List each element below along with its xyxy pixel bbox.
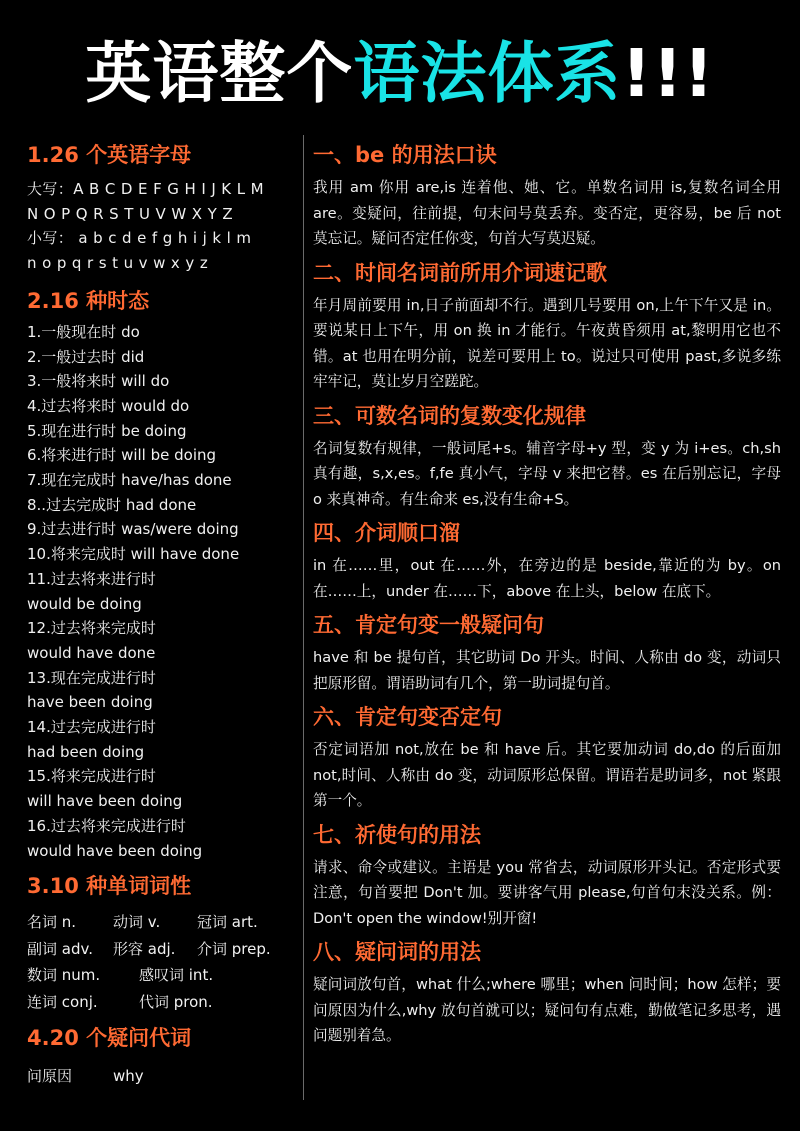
alphabet-line: n o p q r s t u v w x y z — [27, 254, 209, 273]
section-text: have 和 be 提句首，其它助词 Do 开头。时间、人称由 do 变，动词只把原形留。谓语助词有几个，第一助词提句首。 — [313, 649, 781, 692]
section-heading: 4.20 个疑问代词 — [27, 1026, 192, 1051]
section-heading: 四、介词顺口溜 — [313, 521, 460, 545]
section-text: 名词复数有规律，一般词尾+s。辅音字母+y 型，变 y 为 i+es。ch,sh 真有趣，s,x,es。f,fe 真小气，字母 v 来把它替。es 在后别忘记，字母 o 来真神奇。有生命来 es,没有生命+S。 — [313, 439, 781, 508]
tense-line: will have been doing — [27, 792, 183, 811]
tense-line: 1.一般现在时 do — [27, 322, 140, 341]
pos-item: 数词 num. — [27, 966, 101, 985]
page-title — [0, 34, 800, 114]
section-heading: 二、时间名词前所用介词速记歌 — [313, 260, 607, 285]
rule-section — [313, 610, 781, 696]
title-part-white: 英语整个 — [85, 35, 354, 112]
alphabet-line: 大写：A B C D E F G H I J K L M — [27, 180, 264, 198]
tense-line: 5.现在进行时 be doing — [27, 421, 187, 440]
pos-item — [197, 989, 297, 1016]
title-exclaim: !!! — [621, 35, 715, 112]
tense-line: had been doing — [27, 742, 145, 761]
tenses-section — [27, 286, 297, 863]
pos-item: 代词 pron. — [139, 992, 213, 1011]
section-text: in 在……里，out 在……外，在旁边的是 beside,靠近的为 by。on 在……上，under 在……下，above 在上头，below 在底下。 — [313, 557, 781, 600]
parts-of-speech-section — [27, 871, 297, 1015]
rule-section — [313, 258, 781, 395]
section-heading: 一、be 的用法口诀 — [313, 143, 497, 167]
title-part-cyan: 语法体系 — [353, 35, 622, 112]
tense-line: would have been doing — [27, 841, 203, 860]
rule-section — [313, 702, 781, 814]
pos-item: 副词 adv. — [27, 939, 93, 958]
pos-item: 名词 n. — [27, 913, 77, 932]
section-text: 年月周前要用 in,日子前面却不行。遇到几号要用 on,上午下午又是 in。要说某日上下午，用 on 换 in 才能行。午夜黄昏须用 at,黎明用它也不错。at 也用在明分前，说差可要用上 to。说过只可使用 past,多说多练牢牢记，莫让岁月空蹉跎。 — [313, 296, 781, 390]
section-text: 疑问词放句首，what 什么;where 哪里；when 问时间；how 怎样；要问原因为什么,why 放句首就可以；疑问句有点难，勤做笔记多思考，遇问题别着急。 — [313, 976, 781, 1044]
alphabet-line: 小写： a b c d e f g h i j k l m — [27, 229, 252, 248]
pronoun-meaning: 问原因 — [27, 1067, 73, 1086]
section-heading: 八、疑问词的用法 — [313, 940, 481, 964]
section-heading: 1.26 个英语字母 — [27, 143, 192, 167]
tense-line: 7.现在完成时 have/has done — [27, 471, 232, 490]
rule-section — [313, 518, 781, 604]
section-heading: 2.16 种时态 — [27, 288, 150, 313]
tense-line: would have done — [27, 643, 156, 662]
rule-section — [313, 820, 781, 932]
tense-line: 6.将来进行时 will be doing — [27, 446, 217, 465]
section-heading: 六、肯定句变否定句 — [313, 705, 502, 729]
pronoun-word: why — [113, 1067, 144, 1086]
alphabet-section — [27, 140, 297, 276]
column-divider — [303, 135, 304, 1100]
tense-line: 14.过去完成进行时 — [27, 718, 156, 737]
section-text: 否定词语加 not,放在 be 和 have 后。其它要加动词 do,do 的后面加 not,时间、人称由 do 变，动词原形总保留。谓语若是助词多，not 紧跟第一个。 — [313, 741, 781, 809]
tense-line: 16.过去将来完成进行时 — [27, 816, 186, 835]
section-text: 我用 am 你用 are,is 连着他、她、它。单数名词用 is,复数名词全用 are。变疑问，往前提，句末问号莫丢弃。变否定，更容易，be 后 not 莫忘记。疑问否定任你变，句首大写莫迟疑。 — [313, 179, 781, 247]
pos-item — [197, 962, 297, 989]
section-heading: 3.10 种单词词性 — [27, 874, 192, 899]
section-heading: 五、肯定句变一般疑问句 — [313, 613, 544, 637]
parts-of-speech-grid — [27, 909, 297, 1015]
pos-item: 感叹词 int. — [139, 966, 214, 985]
tense-line: 9.过去进行时 was/were doing — [27, 520, 239, 539]
tense-line: have been doing — [27, 693, 153, 712]
rule-section — [313, 401, 781, 513]
tense-line: 4.过去将来时 would do — [27, 396, 190, 415]
pos-item: 介词 prep. — [197, 939, 271, 958]
tense-line: 15.将来完成进行时 — [27, 767, 156, 786]
pronoun-row — [27, 1063, 297, 1089]
alphabet-line: N O P Q R S T U V W X Y Z — [27, 204, 233, 223]
pos-item: 冠词 art. — [197, 913, 258, 932]
pronouns-section — [27, 1023, 297, 1089]
tense-line: would be doing — [27, 594, 142, 613]
rule-section — [313, 937, 781, 1049]
section-text: 请求、命令或建议。主语是 you 常省去，动词原形开头记。否定形式要注意，句首要把 Don't 加。要讲客气用 please,句首句末没关系。例：Don't open the window!别开窗! — [313, 858, 781, 927]
pos-item: 形容 adj. — [113, 939, 176, 958]
tense-line: 11.过去将来进行时 — [27, 569, 156, 588]
section-heading: 三、可数名词的复数变化规律 — [313, 403, 586, 428]
right-column — [313, 140, 781, 1049]
pos-item: 动词 v. — [113, 913, 161, 932]
tense-line: 13.现在完成进行时 — [27, 668, 156, 687]
pos-item: 连词 conj. — [27, 992, 98, 1011]
tense-line: 2.一般过去时 did — [27, 347, 145, 366]
tense-line: 8..过去完成时 had done — [27, 495, 197, 514]
tense-line: 10.将来完成时 will have done — [27, 545, 240, 564]
tense-line: 12.过去将来完成时 — [27, 619, 156, 638]
section-heading: 七、祈使句的用法 — [313, 822, 481, 847]
left-column — [27, 140, 297, 1089]
rule-section — [313, 140, 781, 252]
tense-line: 3.一般将来时 will do — [27, 372, 170, 391]
